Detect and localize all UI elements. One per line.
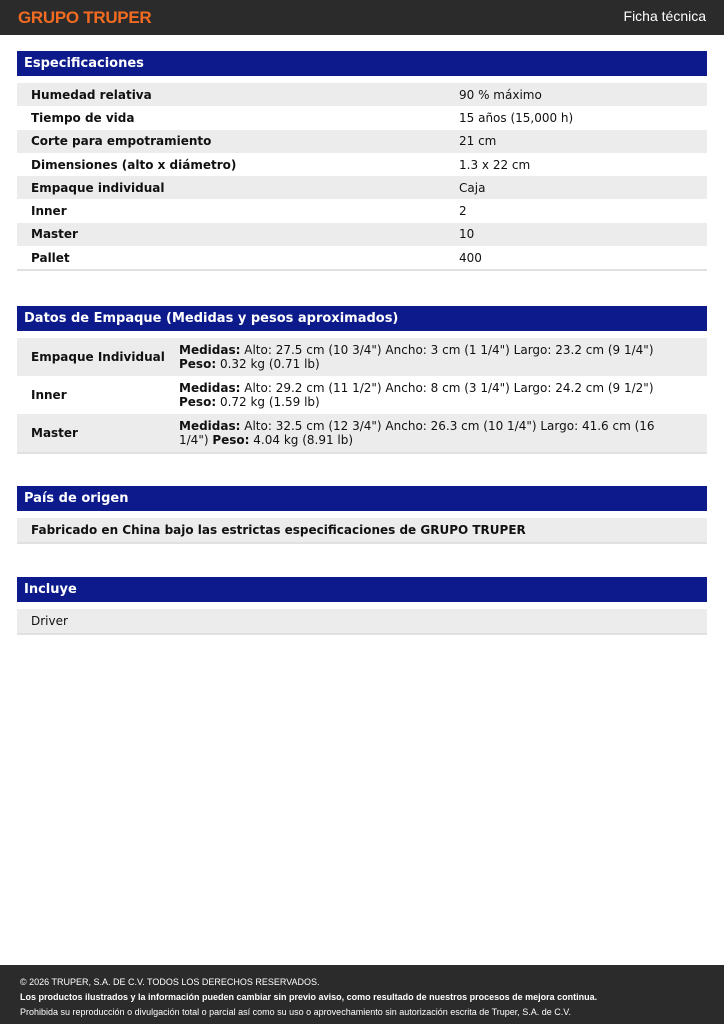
- specifications-table: [17, 83, 707, 269]
- measures-value: Alto: 32.5 cm (12 3/4") Ancho: 26.3 cm (10 1/4") Largo: 41.6 cm (16 1/4"): [179, 419, 655, 447]
- spec-label: Tiempo de vida: [17, 106, 459, 129]
- specifications-section: [17, 51, 707, 271]
- spec-label: Master: [17, 223, 459, 246]
- table-row: [17, 246, 707, 269]
- table-row: [17, 130, 707, 153]
- weight-label: Peso:: [179, 357, 217, 371]
- measures-value: Alto: 27.5 cm (10 3/4") Ancho: 3 cm (1 1/4") Largo: 23.2 cm (9 1/4"): [244, 343, 654, 357]
- table-row: [17, 223, 707, 246]
- spec-value: 400: [459, 246, 707, 269]
- package-label: Master: [17, 414, 179, 452]
- weight-value: 4.04 kg (8.91 lb): [253, 433, 354, 447]
- package-label: Inner: [17, 376, 179, 414]
- spec-label: Corte para empotramiento: [17, 130, 459, 153]
- origin-section: [17, 486, 707, 544]
- spec-value: 21 cm: [459, 130, 707, 153]
- spec-label: Dimensiones (alto x diámetro): [17, 153, 459, 176]
- spec-value: 1.3 x 22 cm: [459, 153, 707, 176]
- table-row: [17, 199, 707, 222]
- origin-header: País de origen: [17, 486, 707, 511]
- table-row: [17, 83, 707, 106]
- package-details: [179, 414, 707, 452]
- table-row: [17, 338, 707, 376]
- spec-label: Empaque individual: [17, 176, 459, 199]
- spec-value: 15 años (15,000 h): [459, 106, 707, 129]
- spec-label: Pallet: [17, 246, 459, 269]
- table-row: [17, 176, 707, 199]
- packaging-section: [17, 306, 707, 454]
- table-divider: [17, 542, 707, 544]
- weight-label: Peso:: [179, 395, 217, 409]
- measures-label: Medidas:: [179, 381, 241, 395]
- weight-label: Peso:: [212, 433, 250, 447]
- table-divider: [17, 269, 707, 271]
- spec-value: 90 % máximo: [459, 83, 707, 106]
- table-row: [17, 414, 707, 452]
- package-label: Empaque Individual: [17, 338, 179, 376]
- spec-label: Humedad relativa: [17, 83, 459, 106]
- table-divider: [17, 452, 707, 454]
- table-row: [17, 376, 707, 414]
- packaging-table: [17, 338, 707, 452]
- measures-value: Alto: 29.2 cm (11 1/2") Ancho: 8 cm (3 1/4") Largo: 24.2 cm (9 1/2"): [244, 381, 654, 395]
- footer-copyright: © 2026 TRUPER, S.A. DE C.V. TODOS LOS DERECHOS RESERVADOS.: [20, 977, 320, 987]
- specifications-header: Especificaciones: [17, 51, 707, 76]
- top-bar: [0, 0, 724, 35]
- weight-value: 0.32 kg (0.71 lb): [219, 357, 320, 371]
- packaging-header: Datos de Empaque (Medidas y pesos aproximados): [17, 306, 707, 331]
- includes-text: Driver: [17, 609, 707, 633]
- document-title: Ficha técnica: [623, 8, 706, 24]
- measures-label: Medidas:: [179, 419, 241, 433]
- table-divider: [17, 633, 707, 635]
- truper-logo: GRUPO TRUPER: [18, 8, 152, 27]
- measures-label: Medidas:: [179, 343, 241, 357]
- weight-value: 0.72 kg (1.59 lb): [219, 395, 320, 409]
- includes-section: [17, 577, 707, 635]
- footer-notice: Los productos ilustrados y la información pueden cambiar sin previo aviso, como resultado de nuestros procesos de mejora continua.: [20, 992, 598, 1002]
- footer: [0, 965, 724, 1024]
- spec-value: 2: [459, 199, 707, 222]
- package-details: [179, 338, 707, 376]
- table-row: [17, 153, 707, 176]
- spec-value: 10: [459, 223, 707, 246]
- includes-header: Incluye: [17, 577, 707, 602]
- table-row: [17, 106, 707, 129]
- footer-prohibition: Prohibida su reproducción o divulgación total o parcial así como su uso o aprovechamiento sin autorización escrita de Truper, S.A. de C.V.: [20, 1007, 571, 1017]
- spec-value: Caja: [459, 176, 707, 199]
- spec-label: Inner: [17, 199, 459, 222]
- package-details: [179, 376, 707, 414]
- origin-text: Fabricado en China bajo las estrictas especificaciones de GRUPO TRUPER: [17, 518, 707, 542]
